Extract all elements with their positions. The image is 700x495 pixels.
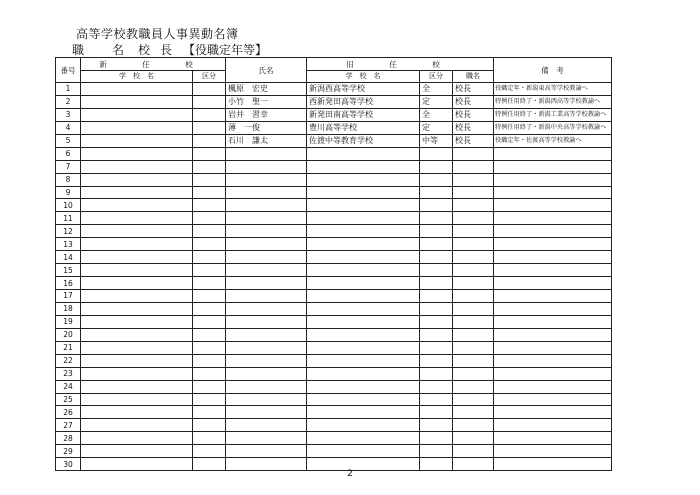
old-school-name <box>307 277 420 290</box>
remarks <box>494 238 612 251</box>
old-division <box>420 354 453 367</box>
row-number: 20 <box>56 328 81 341</box>
old-school-name: 佐渡中等教育学校 <box>307 134 420 147</box>
remarks <box>494 277 612 290</box>
row-number: 10 <box>56 199 81 212</box>
new-school-name <box>81 83 193 96</box>
old-school-name <box>307 160 420 173</box>
row-number: 9 <box>56 186 81 199</box>
header-old-division: 区分 <box>420 71 453 83</box>
table-row <box>56 380 612 393</box>
old-division: 定 <box>420 95 453 108</box>
new-division <box>193 186 226 199</box>
row-number: 14 <box>56 251 81 264</box>
row-number: 6 <box>56 147 81 160</box>
row-number: 23 <box>56 367 81 380</box>
remarks <box>494 341 612 354</box>
remarks <box>494 354 612 367</box>
remarks: 役職定年・佐渡高等学校教諭へ <box>494 134 612 147</box>
page-number: 2 <box>347 469 353 479</box>
new-division <box>193 264 226 277</box>
new-school-name <box>81 108 193 121</box>
table-row <box>56 406 612 419</box>
new-division <box>193 199 226 212</box>
row-number: 24 <box>56 380 81 393</box>
remarks <box>494 173 612 186</box>
staff-name <box>226 432 307 445</box>
staff-name <box>226 173 307 186</box>
old-school-name: 新発田南高等学校 <box>307 108 420 121</box>
new-school-name <box>81 264 193 277</box>
row-number: 5 <box>56 134 81 147</box>
new-school-name <box>81 315 193 328</box>
new-division <box>193 147 226 160</box>
old-school-name <box>307 173 420 186</box>
table-row <box>56 445 612 458</box>
old-school-name: 豊川高等学校 <box>307 121 420 134</box>
remarks <box>494 315 612 328</box>
row-number: 2 <box>56 95 81 108</box>
old-division: 全 <box>420 108 453 121</box>
old-post <box>453 160 494 173</box>
old-post: 校長 <box>453 95 494 108</box>
staff-name: 小竹 聖一 <box>226 95 307 108</box>
old-post <box>453 186 494 199</box>
header-old-school-group: 旧 任 校 <box>307 58 494 71</box>
table-row <box>56 95 612 108</box>
remarks <box>494 432 612 445</box>
staff-name <box>226 302 307 315</box>
old-division <box>420 445 453 458</box>
new-division <box>193 173 226 186</box>
new-school-name <box>81 328 193 341</box>
table-row <box>56 199 612 212</box>
new-school-name <box>81 290 193 303</box>
header-number: 番号 <box>56 58 81 83</box>
new-division <box>193 108 226 121</box>
new-school-name <box>81 406 193 419</box>
new-school-name <box>81 445 193 458</box>
old-division <box>420 277 453 290</box>
table-row <box>56 147 612 160</box>
old-post <box>453 225 494 238</box>
staff-name: 岩井 習幸 <box>226 108 307 121</box>
old-post <box>453 173 494 186</box>
old-post <box>453 238 494 251</box>
new-school-name <box>81 199 193 212</box>
old-division <box>420 173 453 186</box>
table-row <box>56 212 612 225</box>
new-division <box>193 160 226 173</box>
header-new-school-group: 新 任 校 <box>81 58 226 71</box>
old-division <box>420 341 453 354</box>
new-school-name <box>81 160 193 173</box>
old-post <box>453 406 494 419</box>
old-school-name <box>307 367 420 380</box>
new-division <box>193 315 226 328</box>
staff-name <box>226 315 307 328</box>
table-row <box>56 419 612 432</box>
old-school-name <box>307 380 420 393</box>
subtitle-post-value-1: 校 <box>138 43 151 57</box>
new-division <box>193 367 226 380</box>
old-school-name <box>307 290 420 303</box>
remarks <box>494 264 612 277</box>
table-row <box>56 328 612 341</box>
new-division <box>193 406 226 419</box>
row-number: 12 <box>56 225 81 238</box>
old-post: 校長 <box>453 108 494 121</box>
row-number: 21 <box>56 341 81 354</box>
new-division <box>193 341 226 354</box>
old-post: 校長 <box>453 121 494 134</box>
old-post <box>453 380 494 393</box>
old-school-name <box>307 354 420 367</box>
old-school-name <box>307 251 420 264</box>
remarks <box>494 328 612 341</box>
old-post <box>453 393 494 406</box>
staff-name <box>226 251 307 264</box>
old-division <box>420 367 453 380</box>
staff-name <box>226 393 307 406</box>
subtitle-post-value-2: 長 <box>160 43 173 57</box>
row-number: 4 <box>56 121 81 134</box>
old-division <box>420 212 453 225</box>
old-division <box>420 406 453 419</box>
table-row <box>56 354 612 367</box>
staff-name: 石川 謙太 <box>226 134 307 147</box>
new-school-name <box>81 393 193 406</box>
remarks <box>494 445 612 458</box>
new-school-name <box>81 134 193 147</box>
row-number: 25 <box>56 393 81 406</box>
new-division <box>193 95 226 108</box>
staff-name <box>226 406 307 419</box>
old-school-name <box>307 186 420 199</box>
old-school-name <box>307 238 420 251</box>
document-title: 高等学校教職員人事異動名簿 <box>76 27 239 41</box>
new-school-name <box>81 212 193 225</box>
table-row <box>56 108 612 121</box>
new-school-name <box>81 95 193 108</box>
remarks <box>494 251 612 264</box>
remarks <box>494 186 612 199</box>
remarks <box>494 393 612 406</box>
old-post <box>453 432 494 445</box>
row-number: 19 <box>56 315 81 328</box>
table-body <box>56 83 612 471</box>
new-school-name <box>81 341 193 354</box>
old-school-name: 新潟西高等学校 <box>307 83 420 96</box>
staff-name <box>226 212 307 225</box>
new-school-name <box>81 186 193 199</box>
new-school-name <box>81 367 193 380</box>
old-division: 中等 <box>420 134 453 147</box>
old-division <box>420 225 453 238</box>
staff-name <box>226 277 307 290</box>
row-number: 30 <box>56 458 81 471</box>
staff-name <box>226 186 307 199</box>
old-school-name <box>307 199 420 212</box>
old-school-name <box>307 419 420 432</box>
staff-name <box>226 380 307 393</box>
old-school-name <box>307 212 420 225</box>
row-number: 7 <box>56 160 81 173</box>
old-post <box>453 212 494 225</box>
old-school-name <box>307 341 420 354</box>
new-division <box>193 354 226 367</box>
row-number: 26 <box>56 406 81 419</box>
old-division <box>420 393 453 406</box>
table-row <box>56 238 612 251</box>
old-division <box>420 419 453 432</box>
old-division <box>420 380 453 393</box>
new-school-name <box>81 238 193 251</box>
table-row <box>56 160 612 173</box>
subtitle-category: 【役職定年等】 <box>183 43 268 57</box>
new-school-name <box>81 173 193 186</box>
new-school-name <box>81 432 193 445</box>
old-division <box>420 290 453 303</box>
new-division <box>193 290 226 303</box>
staff-name <box>226 290 307 303</box>
new-division <box>193 432 226 445</box>
new-division <box>193 251 226 264</box>
old-post <box>453 277 494 290</box>
old-division <box>420 186 453 199</box>
row-number: 18 <box>56 302 81 315</box>
table-row <box>56 393 612 406</box>
old-division <box>420 251 453 264</box>
header-remarks: 備 考 <box>494 58 612 83</box>
table-row <box>56 277 612 290</box>
row-number: 29 <box>56 445 81 458</box>
remarks <box>494 406 612 419</box>
staff-name <box>226 238 307 251</box>
remarks <box>494 199 612 212</box>
old-post: 校長 <box>453 83 494 96</box>
table-row <box>56 83 612 96</box>
old-division <box>420 238 453 251</box>
new-school-name <box>81 147 193 160</box>
new-school-name <box>81 302 193 315</box>
new-division <box>193 238 226 251</box>
remarks <box>494 225 612 238</box>
remarks <box>494 302 612 315</box>
remarks <box>494 367 612 380</box>
new-school-name <box>81 251 193 264</box>
old-post <box>453 251 494 264</box>
row-number: 15 <box>56 264 81 277</box>
new-division <box>193 212 226 225</box>
old-post <box>453 445 494 458</box>
table-row <box>56 341 612 354</box>
table-row <box>56 121 612 134</box>
old-post <box>453 367 494 380</box>
table-row <box>56 186 612 199</box>
old-post <box>453 315 494 328</box>
row-number: 8 <box>56 173 81 186</box>
new-division <box>193 302 226 315</box>
staff-name <box>226 354 307 367</box>
old-post <box>453 264 494 277</box>
old-post <box>453 290 494 303</box>
old-school-name <box>307 393 420 406</box>
old-division <box>420 264 453 277</box>
old-school-name <box>307 225 420 238</box>
row-number: 27 <box>56 419 81 432</box>
remarks: 役職定年・新潟東高等学校教諭へ <box>494 83 612 96</box>
remarks <box>494 419 612 432</box>
staff-name <box>226 199 307 212</box>
old-post <box>453 354 494 367</box>
old-post <box>453 302 494 315</box>
old-division <box>420 315 453 328</box>
new-division <box>193 277 226 290</box>
old-school-name <box>307 264 420 277</box>
row-number: 28 <box>56 432 81 445</box>
table-row <box>56 173 612 186</box>
staff-name <box>226 419 307 432</box>
table-row <box>56 225 612 238</box>
old-post <box>453 328 494 341</box>
new-division <box>193 445 226 458</box>
old-division: 全 <box>420 83 453 96</box>
remarks: 特例任用終了・新潟西高等学校教諭へ <box>494 95 612 108</box>
table-row <box>56 315 612 328</box>
old-school-name <box>307 302 420 315</box>
old-post <box>453 147 494 160</box>
new-division <box>193 83 226 96</box>
new-division <box>193 393 226 406</box>
old-division <box>420 432 453 445</box>
staff-name: 薄 一俊 <box>226 121 307 134</box>
old-post <box>453 419 494 432</box>
new-division <box>193 134 226 147</box>
new-division <box>193 225 226 238</box>
old-post <box>453 199 494 212</box>
staff-name <box>226 367 307 380</box>
old-division <box>420 302 453 315</box>
new-division <box>193 380 226 393</box>
remarks: 特例任用終了・新潟中央高等学校教諭へ <box>494 121 612 134</box>
old-division <box>420 328 453 341</box>
header-old-school-name: 学 校 名 <box>307 71 420 83</box>
old-school-name: 西新発田高等学校 <box>307 95 420 108</box>
row-number: 17 <box>56 290 81 303</box>
table-row <box>56 290 612 303</box>
table-row <box>56 264 612 277</box>
subtitle-post-label-1: 職 <box>72 43 85 57</box>
table-row <box>56 432 612 445</box>
staff-name <box>226 225 307 238</box>
remarks <box>494 147 612 160</box>
old-post <box>453 341 494 354</box>
staff-name <box>226 328 307 341</box>
staff-name <box>226 445 307 458</box>
subtitle-post-label-2: 名 <box>112 43 125 57</box>
header-new-division: 区分 <box>193 71 226 83</box>
new-school-name <box>81 419 193 432</box>
new-division <box>193 121 226 134</box>
new-division <box>193 419 226 432</box>
table-row <box>56 302 612 315</box>
new-division <box>193 328 226 341</box>
row-number: 13 <box>56 238 81 251</box>
old-school-name <box>307 445 420 458</box>
new-school-name <box>81 354 193 367</box>
remarks <box>494 212 612 225</box>
old-school-name <box>307 432 420 445</box>
staff-name <box>226 341 307 354</box>
remarks <box>494 160 612 173</box>
row-number: 11 <box>56 212 81 225</box>
remarks <box>494 380 612 393</box>
new-school-name <box>81 277 193 290</box>
new-school-name <box>81 225 193 238</box>
new-school-name <box>81 121 193 134</box>
staff-name <box>226 160 307 173</box>
old-division: 定 <box>420 121 453 134</box>
personnel-table <box>55 57 612 471</box>
remarks: 特例任用終了・新潟工業高等学校教諭へ <box>494 108 612 121</box>
table-row <box>56 134 612 147</box>
row-number: 16 <box>56 277 81 290</box>
old-post: 校長 <box>453 134 494 147</box>
table-row <box>56 367 612 380</box>
table-row <box>56 251 612 264</box>
staff-name: 楓原 宏史 <box>226 83 307 96</box>
old-school-name <box>307 147 420 160</box>
header-old-post: 職名 <box>453 71 494 83</box>
old-division <box>420 199 453 212</box>
row-number: 3 <box>56 108 81 121</box>
row-number: 1 <box>56 83 81 96</box>
old-school-name <box>307 406 420 419</box>
old-school-name <box>307 328 420 341</box>
old-school-name <box>307 315 420 328</box>
new-school-name <box>81 380 193 393</box>
old-division <box>420 147 453 160</box>
remarks <box>494 290 612 303</box>
row-number: 22 <box>56 354 81 367</box>
header-name: 氏名 <box>226 58 307 83</box>
staff-name <box>226 147 307 160</box>
header-new-school-name: 学 校 名 <box>81 71 193 83</box>
staff-name <box>226 264 307 277</box>
old-division <box>420 160 453 173</box>
